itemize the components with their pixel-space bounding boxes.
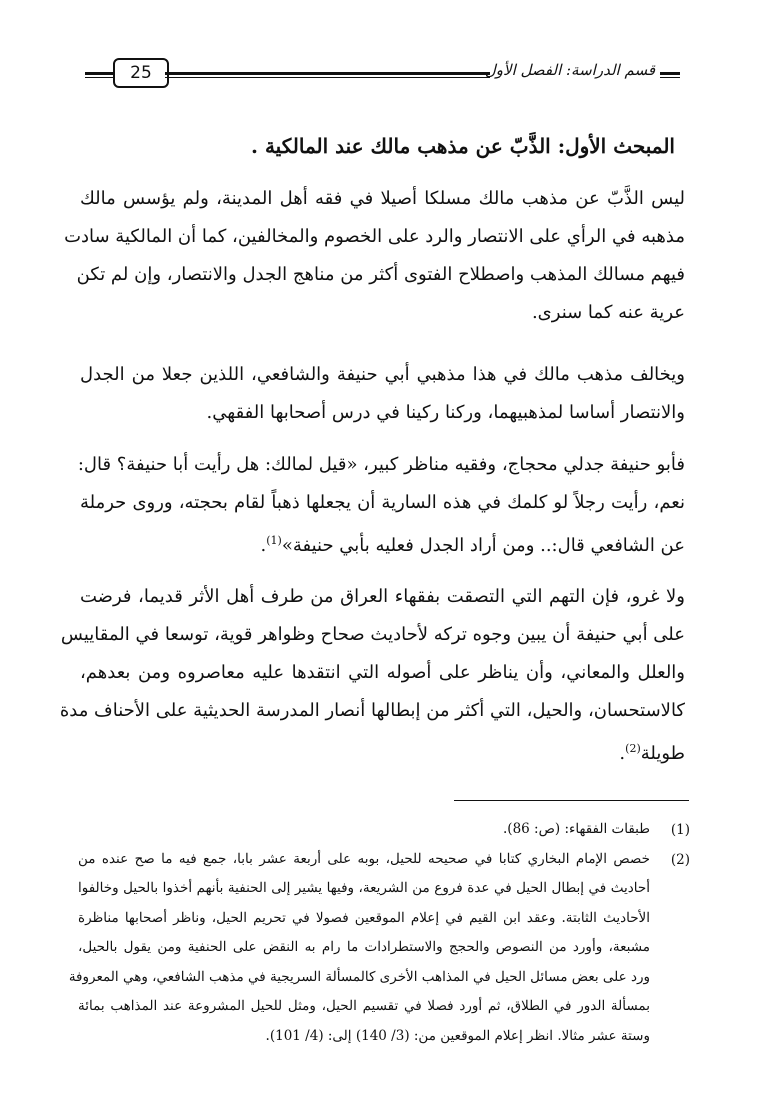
footnote-line: وستة عشر مثالا. انظر إعلام الموقعين من: (3/ 140) إلى: (4/ 101). bbox=[265, 1027, 650, 1044]
paragraph-line: فأبو حنيفة جدلي محجاج، وفقيه مناظر كبير، «قيل لمالك: هل رأيت أبا حنيفة؟ قال: bbox=[77, 454, 685, 475]
footnote-line: مشبعة، وأورد من النصوص والحجج والاستطرادات ما رام به النقض على الحنفية ومن يقول بالحيل، bbox=[78, 939, 650, 955]
sentence-end: . bbox=[619, 743, 626, 764]
footnote-line: الأحاديث الثابتة. وعقد ابن القيم في إعلام الموقعين فصولا في تحريم الحيل، وناظر أصحابها مناظرة bbox=[78, 909, 650, 926]
page-number: 25 bbox=[113, 58, 169, 88]
paragraph-4 bbox=[59, 578, 685, 768]
paragraph-line: كالاستحسان، والحيل، التي أكثر من إبطالها أنصار المدرسة الحديثية على الأحناف مدة bbox=[59, 700, 685, 721]
paragraph-line: عرية عنه كما سنرى. bbox=[531, 302, 685, 323]
footnote-line: أحاديث في إبطال الحيل في عدة فروع من الشريعة، وفيها يشير إلى الحنفية بأنهم أخذوا بالحيل وخالفوا bbox=[78, 880, 650, 896]
paragraph-line: والانتصار أساسا لمذهبيهما، وركنا ركينا في درس أصحابها الفقهي. bbox=[206, 402, 685, 423]
footnote-number: (2) bbox=[670, 851, 690, 868]
paragraph-line-with-ref bbox=[80, 522, 685, 560]
paragraph-line: على أبي حنيفة أن يبين وجوه تركه لأحاديث صحاح وظواهر قوية، توسعا في المقاييس bbox=[60, 624, 685, 645]
footnote-1 bbox=[78, 815, 690, 845]
sentence-end: . bbox=[260, 535, 267, 556]
footnote-number: (1) bbox=[670, 822, 690, 838]
running-header bbox=[85, 58, 680, 94]
paragraph-2 bbox=[80, 356, 685, 432]
paragraph-line: ويخالف مذهب مالك في هذا مذهبي أبي حنيفة والشافعي، اللذين جعلا من الجدل bbox=[80, 364, 685, 385]
header-rule-left bbox=[85, 72, 115, 78]
paragraph-line-with-ref bbox=[80, 730, 685, 768]
paragraph-line: ليس الذَّبّ عن مذهب مالك مسلكا أصيلا في فقه أهل المدينة، ولم يؤسس مالك bbox=[80, 188, 685, 209]
paragraph-line: ولا غرو، فإن التهم التي التصقت بفقهاء العراق من طرف أهل الأثر قديما، فرضت bbox=[80, 586, 685, 607]
header-rule bbox=[165, 72, 490, 78]
footnote-line: بمسألة الدور في الطلاق، ثم أورد فصلا في تقسيم الحيل، ومثل للحيل المشروعة عند المذاهب بمائة bbox=[78, 998, 650, 1014]
footnote-ref-1[interactable]: (1) bbox=[266, 534, 282, 547]
paragraph-3 bbox=[77, 446, 685, 560]
footnote-2 bbox=[68, 845, 690, 1052]
paragraph-1 bbox=[64, 180, 685, 332]
footnote-line: ورد على بعض مسائل الحيل في المذاهب الأخرى كالمسألة السريجية في مذهب الشافعي، وهي المعروفة bbox=[68, 968, 650, 985]
header-rule-right bbox=[660, 72, 680, 78]
paragraph-line: فيهم مسالك المذهب واصطلاح الفتوى أكثر من مناهج الجدل والانتصار، وإن لم تكن bbox=[76, 264, 685, 285]
paragraph-line-text: عن الشافعي قال:.. ومن أراد الجدل فعليه بأبي حنيفة» bbox=[281, 535, 685, 556]
footnote-ref-2[interactable]: (2) bbox=[625, 742, 641, 755]
section-heading: المبحث الأول: الذَّبّ عن مذهب مالك عند المالكية . bbox=[251, 134, 675, 158]
paragraph-line: نعم، رأيت رجلاً لو كلمك في هذه السارية أن يجعلها ذهباً لقام بحجته، وروى حرملة bbox=[80, 492, 685, 513]
footnote-line: طبقات الفقهاء: (ص: 86). bbox=[503, 821, 650, 837]
paragraph-line-text: طويلة bbox=[640, 743, 685, 764]
paragraph-line: مذهبه في الرأي على الانتصار والرد على الخصوم والمخالفين، كما أن المالكية سادت bbox=[64, 226, 685, 247]
footnote-line: خصص الإمام البخاري كتابا في صحيحه للحيل، بوبه على أربعة عشر بابا، جمع فيه ما صح عنده من bbox=[78, 850, 650, 867]
running-title: قسم الدراسة: الفصل الأول bbox=[484, 61, 655, 79]
footnotes bbox=[68, 815, 690, 1051]
footnote-separator bbox=[454, 800, 689, 801]
paragraph-line: والعلل والمعاني، وأن يناظر على أصوله التي انتقدها عليه معاصروه ومن بعدهم، bbox=[80, 662, 685, 683]
